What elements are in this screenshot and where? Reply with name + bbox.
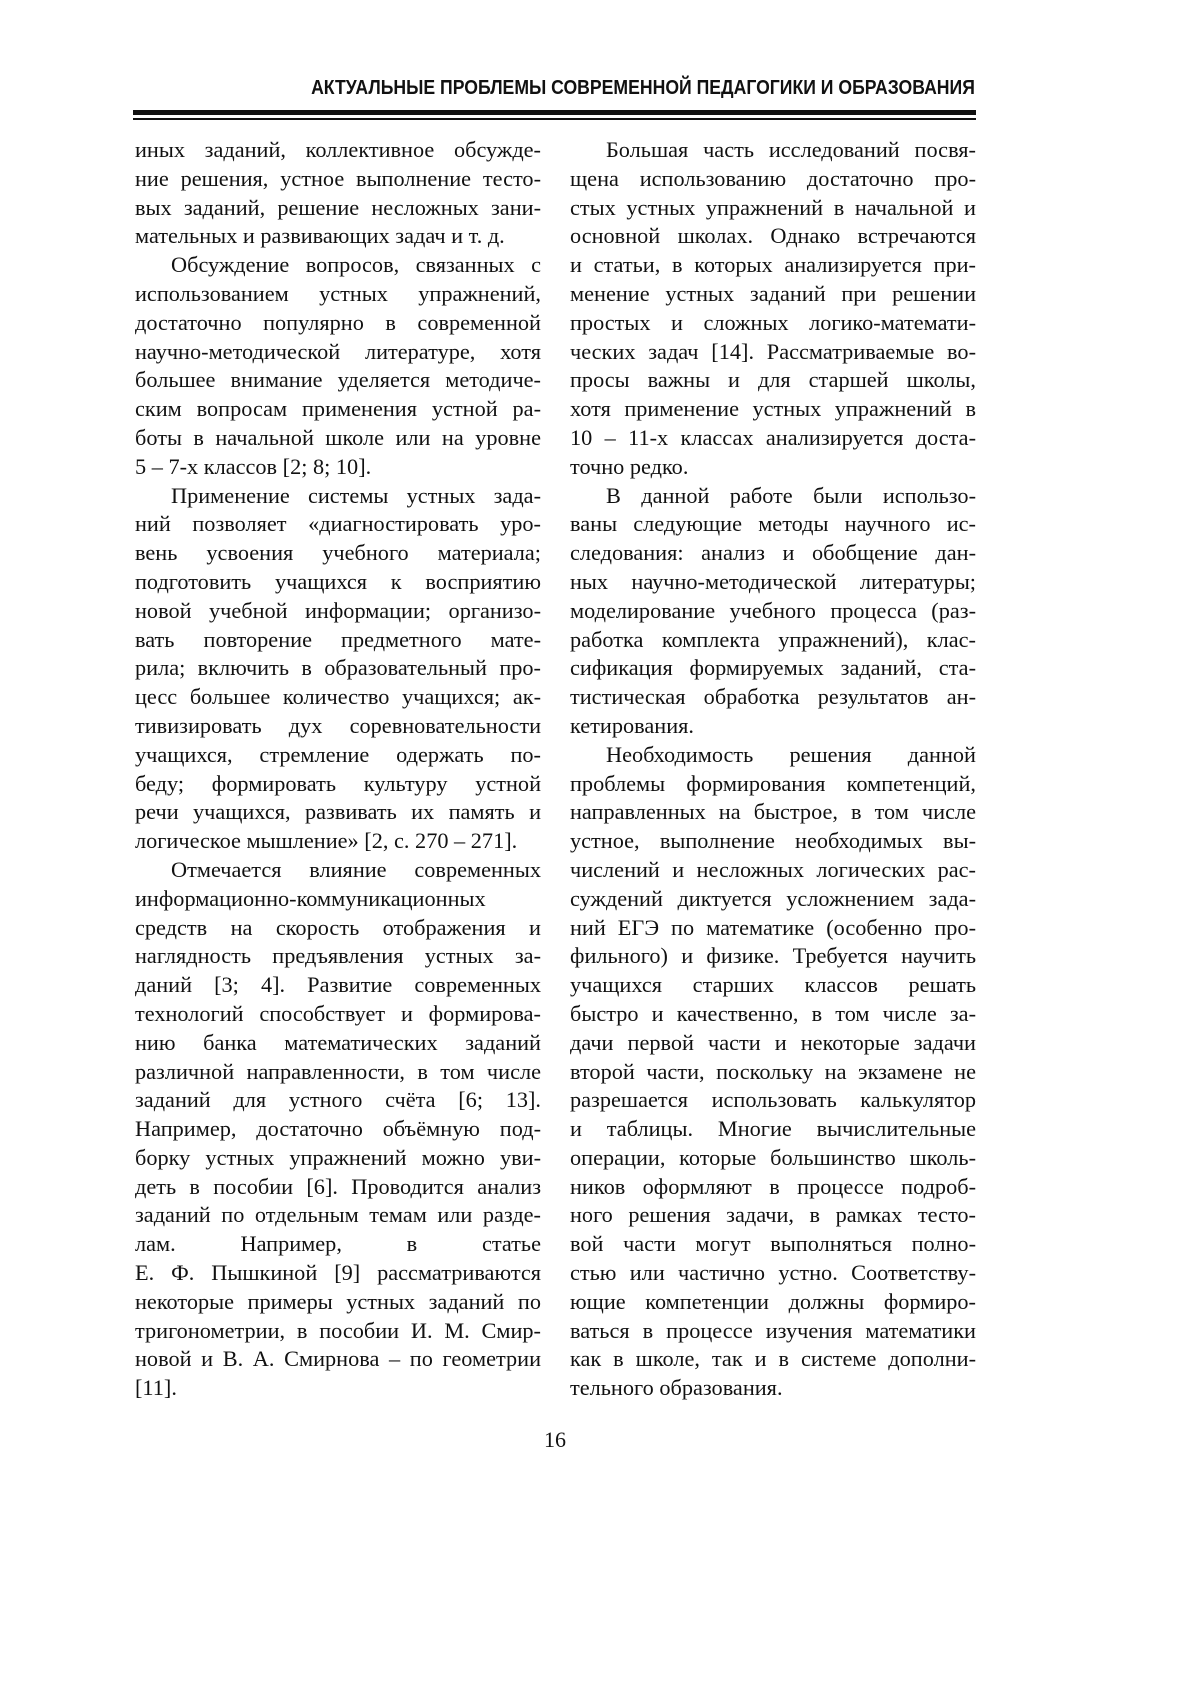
text-line: менение устных заданий при решении — [570, 280, 976, 309]
text-line: следования: анализ и обобщение дан- — [570, 539, 976, 568]
text-line: второй части, поскольку на экзамене не — [570, 1058, 976, 1087]
text-line: 10 – 11-х классах анализируется доста- — [570, 424, 976, 453]
text-line: числений и несложных логических рас- — [570, 856, 976, 885]
text-line: средств на скорость отображения и — [135, 914, 541, 943]
text-line: кетирования. — [570, 712, 976, 741]
text-line: В данной работе были использо- — [570, 482, 976, 511]
text-line: просы важны и для старшей школы, — [570, 366, 976, 395]
text-line: [11]. — [135, 1374, 541, 1403]
text-line: сификация формируемых заданий, ста- — [570, 654, 976, 683]
text-line: ским вопросам применения устной ра- — [135, 395, 541, 424]
text-line: информационно-коммуникационных — [135, 885, 541, 914]
paragraph — [135, 251, 541, 481]
text-line: новой учебной информации; организо- — [135, 597, 541, 626]
page-number: 16 — [0, 1427, 1110, 1453]
text-line: ного решения задачи, в рамках тесто- — [570, 1201, 976, 1230]
text-line: вых заданий, решение несложных зани- — [135, 194, 541, 223]
text-line: использованием устных упражнений, — [135, 280, 541, 309]
text-line: 5 – 7-х классов [2; 8; 10]. — [135, 453, 541, 482]
text-line: операции, которые большинство школь- — [570, 1144, 976, 1173]
text-line: научно-методической литературе, хотя — [135, 338, 541, 367]
text-line: тистическая обработка результатов ан- — [570, 683, 976, 712]
text-line: проблемы формирования компетенций, — [570, 770, 976, 799]
text-line: иных заданий, коллективное обсужде- — [135, 136, 541, 165]
paragraph — [135, 856, 541, 1403]
text-line: даний [3; 4]. Развитие современных — [135, 971, 541, 1000]
text-line: учащихся старших классов решать — [570, 971, 976, 1000]
text-line: ний ЕГЭ по математике (особенно про- — [570, 914, 976, 943]
header-rule-thin — [133, 118, 976, 120]
text-line: вать повторение предметного мате- — [135, 626, 541, 655]
text-line: Большая часть исследований посвя- — [570, 136, 976, 165]
paragraph — [570, 136, 976, 482]
text-line: хотя применение устных упражнений в — [570, 395, 976, 424]
text-line: различной направленности, в том числе — [135, 1058, 541, 1087]
running-header: АКТУАЛЬНЫЕ ПРОБЛЕМЫ СОВРЕМЕННОЙ ПЕДАГОГИКИ И ОБРАЗОВАНИЯ — [311, 76, 975, 100]
text-line: Применение системы устных зада- — [135, 482, 541, 511]
text-line: основной школах. Однако встречаются — [570, 222, 976, 251]
text-line: новой и В. А. Смирнова – по геометрии — [135, 1345, 541, 1374]
paragraph — [570, 741, 976, 1403]
text-line: вень усвоения учебного материала; — [135, 539, 541, 568]
text-line: работка комплекта упражнений), клас- — [570, 626, 976, 655]
text-line: некоторые примеры устных заданий по — [135, 1288, 541, 1317]
text-line: вой части могут выполняться полно- — [570, 1230, 976, 1259]
text-line: деть в пособии [6]. Проводится анализ — [135, 1173, 541, 1202]
text-line: подготовить учащихся к восприятию — [135, 568, 541, 597]
text-line: быстро и качественно, в том числе за- — [570, 1000, 976, 1029]
text-line: большее внимание уделяется методиче- — [135, 366, 541, 395]
text-line: как в школе, так и в системе дополни- — [570, 1345, 976, 1374]
text-line: достаточно популярно в современной — [135, 309, 541, 338]
text-line: ний позволяет «диагностировать уро- — [135, 510, 541, 539]
text-line: заданий по отдельным темам или разде- — [135, 1201, 541, 1230]
text-line: ваны следующие методы научного ис- — [570, 510, 976, 539]
text-line: и таблицы. Многие вычислительные — [570, 1115, 976, 1144]
text-line: речи учащихся, развивать их память и — [135, 798, 541, 827]
paragraph — [570, 482, 976, 741]
text-line: устное, выполнение необходимых вы- — [570, 827, 976, 856]
text-line: Е. Ф. Пышкиной [9] рассматриваются — [135, 1259, 541, 1288]
text-line: логическое мышление» [2, с. 270 – 271]. — [135, 827, 541, 856]
text-line: ющие компетенции должны формиро- — [570, 1288, 976, 1317]
text-line: Обсуждение вопросов, связанных с — [135, 251, 541, 280]
text-line: моделирование учебного процесса (раз- — [570, 597, 976, 626]
text-line: рила; включить в образовательный про- — [135, 654, 541, 683]
paragraph — [135, 136, 541, 251]
text-line: Например, достаточно объёмную под- — [135, 1115, 541, 1144]
paragraph — [135, 482, 541, 856]
header-rule-thick — [133, 110, 976, 115]
text-line: Отмечается влияние современных — [135, 856, 541, 885]
text-line: стых устных упражнений в начальной и — [570, 194, 976, 223]
text-line: и статьи, в которых анализируется при- — [570, 251, 976, 280]
text-line: разрешается использовать калькулятор — [570, 1086, 976, 1115]
text-line: заданий для устного счёта [6; 13]. — [135, 1086, 541, 1115]
text-line: учащихся, стремление одержать по- — [135, 741, 541, 770]
text-line: тельного образования. — [570, 1374, 976, 1403]
text-line: ников оформляют в процессе подроб- — [570, 1173, 976, 1202]
text-line: борку устных упражнений можно уви- — [135, 1144, 541, 1173]
text-line: ваться в процессе изучения математики — [570, 1317, 976, 1346]
text-line: ние решения, устное выполнение тесто- — [135, 165, 541, 194]
text-line: наглядность предъявления устных за- — [135, 942, 541, 971]
left-column — [135, 136, 541, 1403]
text-line: стью или частично устно. Соответству- — [570, 1259, 976, 1288]
text-line: щена использованию достаточно про- — [570, 165, 976, 194]
text-line: ных научно-методической литературы; — [570, 568, 976, 597]
text-line: Необходимость решения данной — [570, 741, 976, 770]
text-line: направленных на быстрое, в том числе — [570, 798, 976, 827]
text-line: простых и сложных логико-математи- — [570, 309, 976, 338]
text-line: технологий способствует и формирова- — [135, 1000, 541, 1029]
text-line: ческих задач [14]. Рассматриваемые во- — [570, 338, 976, 367]
text-line: нию банка математических заданий — [135, 1029, 541, 1058]
text-line: фильного) и физике. Требуется научить — [570, 942, 976, 971]
text-line: тригонометрии, в пособии И. М. Смир- — [135, 1317, 541, 1346]
text-line: суждений диктуется усложнением зада- — [570, 885, 976, 914]
text-line: мательных и развивающих задач и т. д. — [135, 222, 541, 251]
text-line: точно редко. — [570, 453, 976, 482]
right-column — [570, 136, 976, 1403]
text-line: боты в начальной школе или на уровне — [135, 424, 541, 453]
text-line: дачи первой части и некоторые задачи — [570, 1029, 976, 1058]
text-line: цесс большее количество учащихся; ак- — [135, 683, 541, 712]
text-line: тивизировать дух соревновательности — [135, 712, 541, 741]
text-line: лам. Например, в статье — [135, 1230, 541, 1259]
text-line: беду; формировать культуру устной — [135, 770, 541, 799]
